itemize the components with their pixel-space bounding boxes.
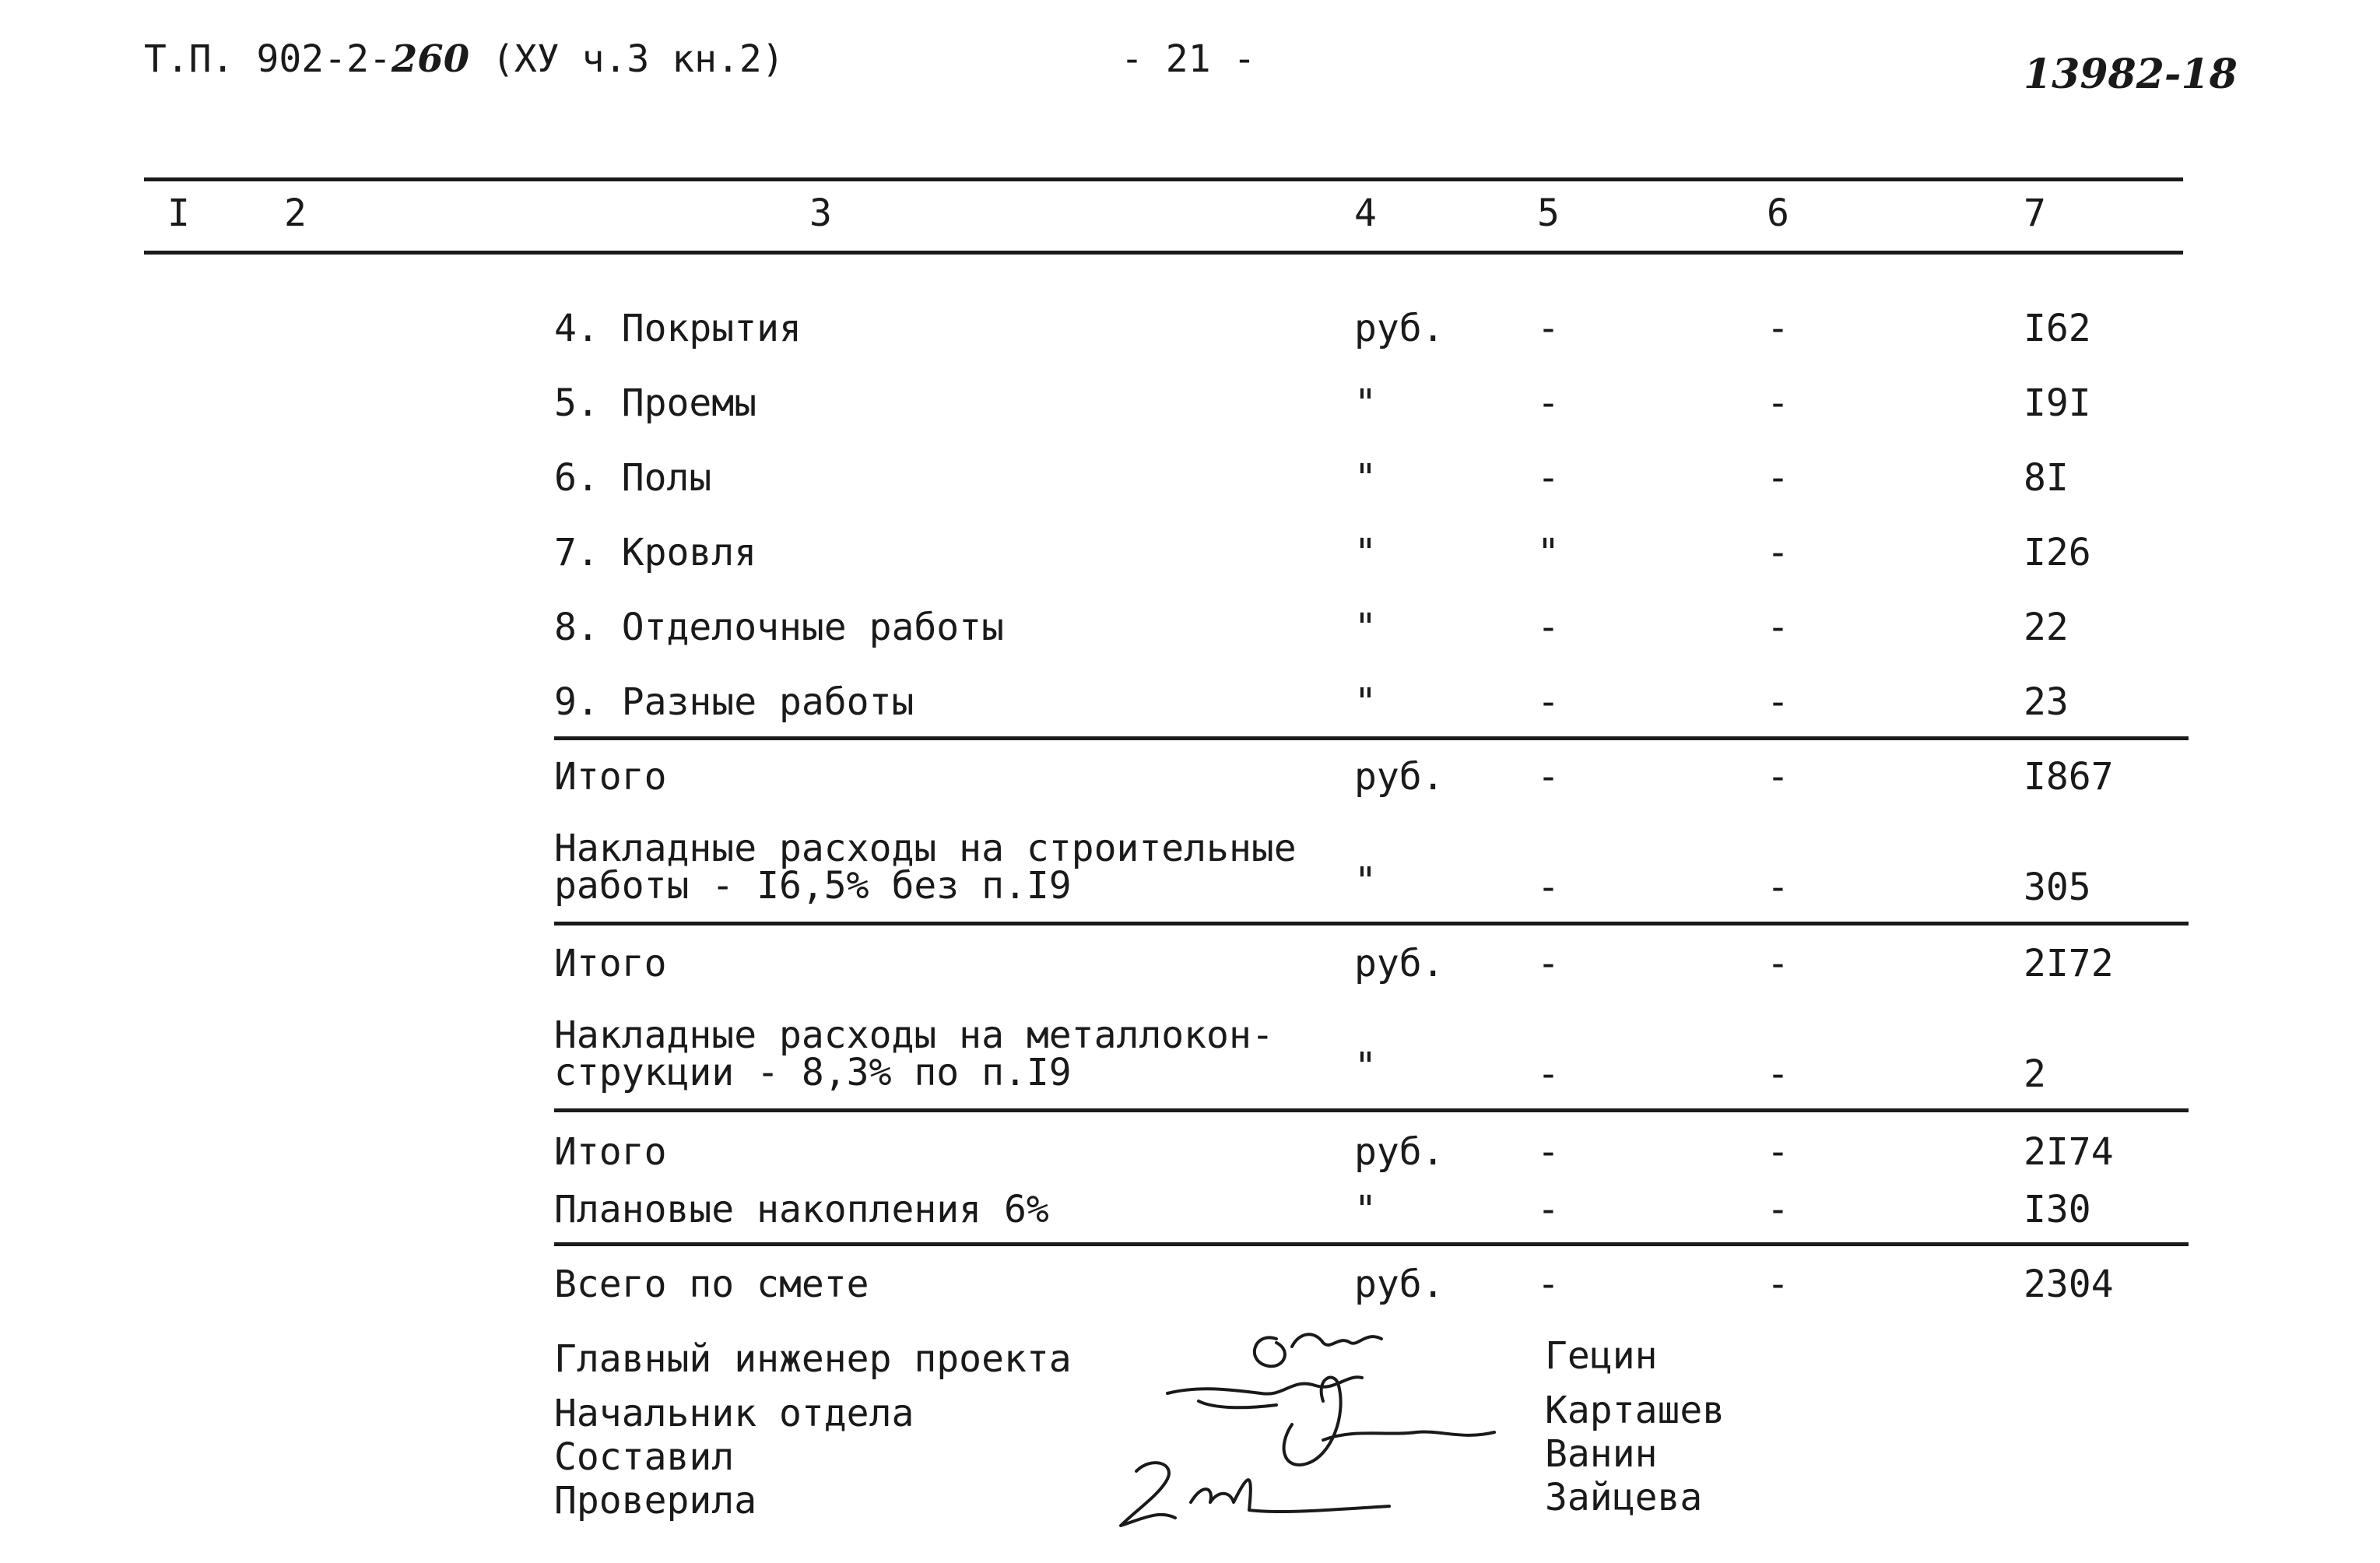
row-col6: - [1767,755,1789,799]
signature-role: Проверила [554,1479,757,1523]
row-unit: руб. [1354,1130,1444,1174]
archive-number: 13982-18 [2024,51,2238,98]
row-unit: " [1354,606,1377,649]
row-value: I62 [2024,307,2091,350]
table-header-rule [144,251,2183,255]
subtotal-rule [554,736,2189,740]
row-col5: - [1537,1188,1560,1231]
row-unit: " [1354,859,1377,903]
row-unit: " [1354,381,1377,425]
row-value: I867 [2024,755,2114,799]
row-col6: - [1767,531,1789,574]
signature-role: Главный инженер проекта [554,1337,1072,1381]
row-value: 2I72 [2024,942,2114,985]
column-header-1: I [167,191,190,235]
handwritten-signatures [1090,1308,1572,1541]
row-name: Итого [554,755,667,799]
subtotal-rule [554,1108,2189,1112]
row-unit: " [1354,1188,1377,1231]
table-top-rule [144,177,2183,181]
row-unit: " [1354,680,1377,724]
row-value: 22 [2024,606,2069,649]
row-name: 6. Полы [554,456,712,500]
row-name: Всего по смете [554,1263,869,1306]
row-unit: руб. [1354,942,1444,985]
column-header-5: 5 [1537,191,1560,235]
row-col6: - [1767,381,1789,425]
signature-name: Карташев [1545,1389,1725,1432]
row-value: I26 [2024,531,2091,574]
document-code [144,37,785,81]
row-value: 2 [2024,1052,2046,1096]
row-col5: - [1537,606,1560,649]
row-value: 305 [2024,866,2091,909]
row-col6: - [1767,1263,1789,1306]
row-col5: - [1537,1052,1560,1096]
row-col5: - [1537,1130,1560,1174]
row-unit: руб. [1354,1263,1444,1306]
row-unit: руб. [1354,755,1444,799]
row-col5: - [1537,1263,1560,1306]
document-code-prefix: Т.П. 902-2- [144,37,391,81]
row-name: Итого [554,942,667,985]
row-col6: - [1767,606,1789,649]
page-number: - 21 - [1121,37,1256,81]
row-unit: руб. [1354,307,1444,350]
row-value: I30 [2024,1188,2091,1231]
row-col6: - [1767,1188,1789,1231]
row-name: Накладные расходы на строительные работы - I6,5% без п.I9 [554,827,1297,908]
row-col6: - [1767,866,1789,909]
row-col6: - [1767,680,1789,724]
row-name: Плановые накопления 6% [554,1188,1049,1231]
row-name: 4. Покрытия [554,307,802,350]
column-header-6: 6 [1767,191,1789,235]
row-col5: - [1537,866,1560,909]
row-value: 2304 [2024,1263,2114,1306]
row-value: 23 [2024,680,2069,724]
row-name: 7. Кровля [554,531,757,574]
row-name: 9. Разные работы [554,680,914,724]
row-col5: - [1537,942,1560,985]
column-header-4: 4 [1354,191,1377,235]
row-col6: - [1767,307,1789,350]
row-col6: - [1767,456,1789,500]
row-value: I9I [2024,381,2091,425]
total-rule [554,1242,2189,1246]
row-value: 8I [2024,456,2069,500]
signature-role: Составил [554,1435,735,1479]
row-value: 2I74 [2024,1130,2114,1174]
subtotal-rule [554,922,2189,926]
column-header-2: 2 [284,191,307,235]
row-unit: " [1354,531,1377,574]
row-unit: " [1354,1045,1377,1088]
row-name: 8. Отделочные работы [554,606,1004,649]
row-col5: - [1537,381,1560,425]
signature-name: Зайцева [1545,1476,1703,1519]
document-code-handwritten: 260 [391,37,470,81]
signature-role: Начальник отдела [554,1392,914,1435]
row-col6: - [1767,1130,1789,1174]
row-unit: " [1354,456,1377,500]
row-name: Итого [554,1130,667,1174]
row-col6: - [1767,942,1789,985]
row-name: Накладные расходы на металлокон- струкции - 8,3% по п.I9 [554,1013,1274,1094]
row-col6: - [1767,1052,1789,1096]
row-col5: - [1537,456,1560,500]
signature-name: Гецин [1545,1334,1658,1378]
row-col5: - [1537,755,1560,799]
row-col5: " [1537,531,1560,574]
row-col5: - [1537,307,1560,350]
document-code-suffix: (ХУ ч.3 кн.2) [492,37,785,81]
column-header-3: 3 [809,191,832,235]
row-col5: - [1537,680,1560,724]
row-name: 5. Проемы [554,381,757,425]
signature-name: Ванин [1545,1432,1658,1476]
column-header-7: 7 [2024,191,2046,235]
